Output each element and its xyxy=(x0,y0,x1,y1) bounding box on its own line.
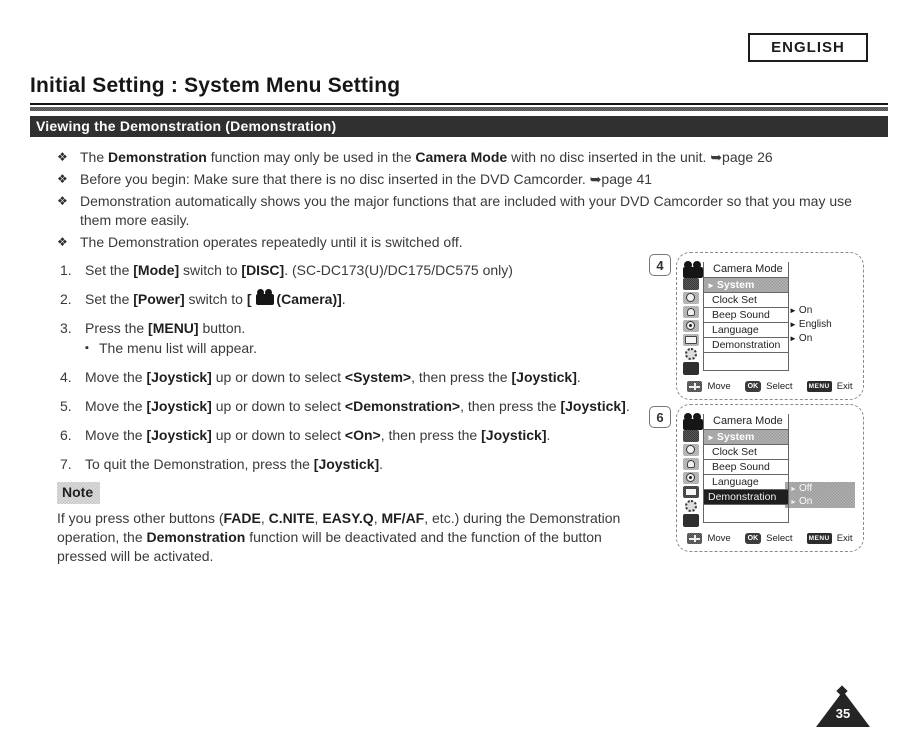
menu-button-icon: MENU xyxy=(808,383,830,390)
title-underline xyxy=(30,103,888,105)
note-text: If you press other buttons (FADE, C.NITE, EASY.Q, MF/AF, etc.) during the Demonstration operation, the Demonstration function will be deactivated and the function of the button pressed will be activated. xyxy=(57,510,621,564)
clock-icon xyxy=(683,292,699,304)
menu-row-clock-set: Clock Set xyxy=(704,293,788,308)
menu-row-language: Language xyxy=(704,475,788,490)
step-number: 1. xyxy=(60,262,72,278)
step-text: Move the [Joystick] up or down to select <System>, then press the [Joystick]. xyxy=(85,369,581,385)
step-6 xyxy=(60,427,670,444)
step-text: Move the [Joystick] up or down to select <Demonstration>, then press the [Joystick]. xyxy=(85,398,630,414)
bullet-item xyxy=(57,170,852,189)
bullet-item xyxy=(57,233,852,252)
screen-legend xyxy=(677,533,863,544)
menu-row-demonstration-selected: Demonstration xyxy=(704,490,788,505)
ok-button-icon: OK xyxy=(745,533,762,544)
figure-ref-6: 6 xyxy=(649,406,671,428)
step-5 xyxy=(60,398,670,415)
joystick-pad-icon xyxy=(687,533,702,544)
figure-ref-4: 4 xyxy=(649,254,671,276)
screen-legend xyxy=(677,381,863,392)
note-label: Note xyxy=(57,482,100,504)
demonstration-submenu xyxy=(785,482,855,508)
menu-row-beep-sound: Beep Sound xyxy=(704,460,788,475)
camera-icon xyxy=(256,294,274,305)
menu-row-system: ► System xyxy=(704,430,788,445)
page-number: 35 xyxy=(835,706,851,721)
step-number: 7. xyxy=(60,456,72,472)
demonstration-value: ► On xyxy=(789,332,812,346)
menu-icon-column xyxy=(683,278,700,377)
page-title: Initial Setting : System Menu Setting xyxy=(30,74,401,97)
bullet-item xyxy=(57,192,852,230)
settings-gear-icon xyxy=(683,348,699,360)
menu-row-beep-sound: Beep Sound xyxy=(704,308,788,323)
step-number: 3. xyxy=(60,320,72,336)
step-text: Set the [Mode] switch to [DISC]. (SC-DC173(U)/DC175/DC575 only) xyxy=(85,262,513,278)
system-icon xyxy=(683,278,699,290)
bullet-text: Demonstration automatically shows you the major functions that are included with your DVD Camcorder so that you may use them more easily. xyxy=(80,193,852,228)
language-badge: ENGLISH xyxy=(748,33,868,62)
camcorder-icon xyxy=(683,413,705,430)
system-icon xyxy=(683,430,699,442)
settings-gear-icon xyxy=(683,500,699,512)
language-icon xyxy=(683,472,699,484)
menu-icon-column xyxy=(683,430,700,529)
step-text: Set the [Power] switch to [ (Camera)]. xyxy=(85,291,346,307)
step-1 xyxy=(60,262,670,279)
menu-table xyxy=(703,262,789,371)
step-4 xyxy=(60,369,670,386)
menu-header: Camera Mode xyxy=(704,414,788,430)
ok-button-icon: OK xyxy=(745,381,762,392)
menu-row-language: Language xyxy=(704,323,788,338)
camcorder-icon-body xyxy=(683,267,703,278)
bullet-text: The Demonstration operates repeatedly until it is switched off. xyxy=(80,234,463,250)
instruction-steps xyxy=(60,262,670,485)
legend-select-label: Select xyxy=(766,533,793,544)
menu-row-demonstration: Demonstration xyxy=(704,338,788,353)
legend-select-label: Select xyxy=(766,381,793,392)
bullet-text: The Demonstration function may only be used in the Camera Mode with no disc inserted in the unit. ➥page 26 xyxy=(80,149,773,165)
step-text: To quit the Demonstration, press the [Joystick]. xyxy=(85,456,384,472)
legend-exit-label: Exit xyxy=(836,533,853,544)
menu-table xyxy=(703,414,789,523)
menu-screen-step6 xyxy=(676,404,864,552)
title-underline-shadow xyxy=(30,107,888,111)
language-value: ► English xyxy=(789,318,832,332)
step-number: 6. xyxy=(60,427,72,443)
demonstration-icon xyxy=(683,334,699,346)
menu-screen-step4 xyxy=(676,252,864,400)
menu-row-empty xyxy=(704,505,788,523)
step-7 xyxy=(60,456,670,473)
beep-sound-value: ► On xyxy=(789,304,812,318)
menu-row-empty xyxy=(704,353,788,371)
joystick-pad-icon xyxy=(687,381,702,392)
step-text: Move the [Joystick] up or down to select <On>, then press the [Joystick]. xyxy=(85,427,551,443)
demonstration-icon xyxy=(683,486,699,498)
camcorder-icon-body xyxy=(683,419,703,430)
step-number: 2. xyxy=(60,291,72,307)
step-2 xyxy=(60,291,670,308)
step-number: 4. xyxy=(60,369,72,385)
submenu-option-off: ► Off xyxy=(785,482,855,495)
bullet-item xyxy=(57,148,852,167)
legend-move-label: Move xyxy=(707,381,731,392)
menu-button-icon: MENU xyxy=(808,535,830,542)
clock-icon xyxy=(683,444,699,456)
beep-sound-icon xyxy=(683,306,699,318)
step-sub-bullet: ▪ The menu list will appear. xyxy=(85,340,670,357)
language-icon xyxy=(683,320,699,332)
intro-bullets xyxy=(57,148,852,255)
menu-header: Camera Mode xyxy=(704,262,788,278)
bullet-text: Before you begin: Make sure that there is no disc inserted in the DVD Camcorder. ➥page 41 xyxy=(80,171,653,187)
menu-row-system: ► System xyxy=(704,278,788,293)
beep-sound-icon xyxy=(683,458,699,470)
camcorder-icon xyxy=(683,261,705,278)
note-section xyxy=(57,482,652,566)
divider-block xyxy=(683,514,699,527)
menu-row-clock-set: Clock Set xyxy=(704,445,788,460)
divider-block xyxy=(683,362,699,375)
section-header: Viewing the Demonstration (Demonstration) xyxy=(30,116,888,137)
step-text: Press the [MENU] button. xyxy=(85,320,246,336)
submenu-option-on: ► On xyxy=(785,495,855,508)
legend-exit-label: Exit xyxy=(836,381,853,392)
legend-move-label: Move xyxy=(707,533,731,544)
step-3 xyxy=(60,320,670,357)
step-number: 5. xyxy=(60,398,72,414)
